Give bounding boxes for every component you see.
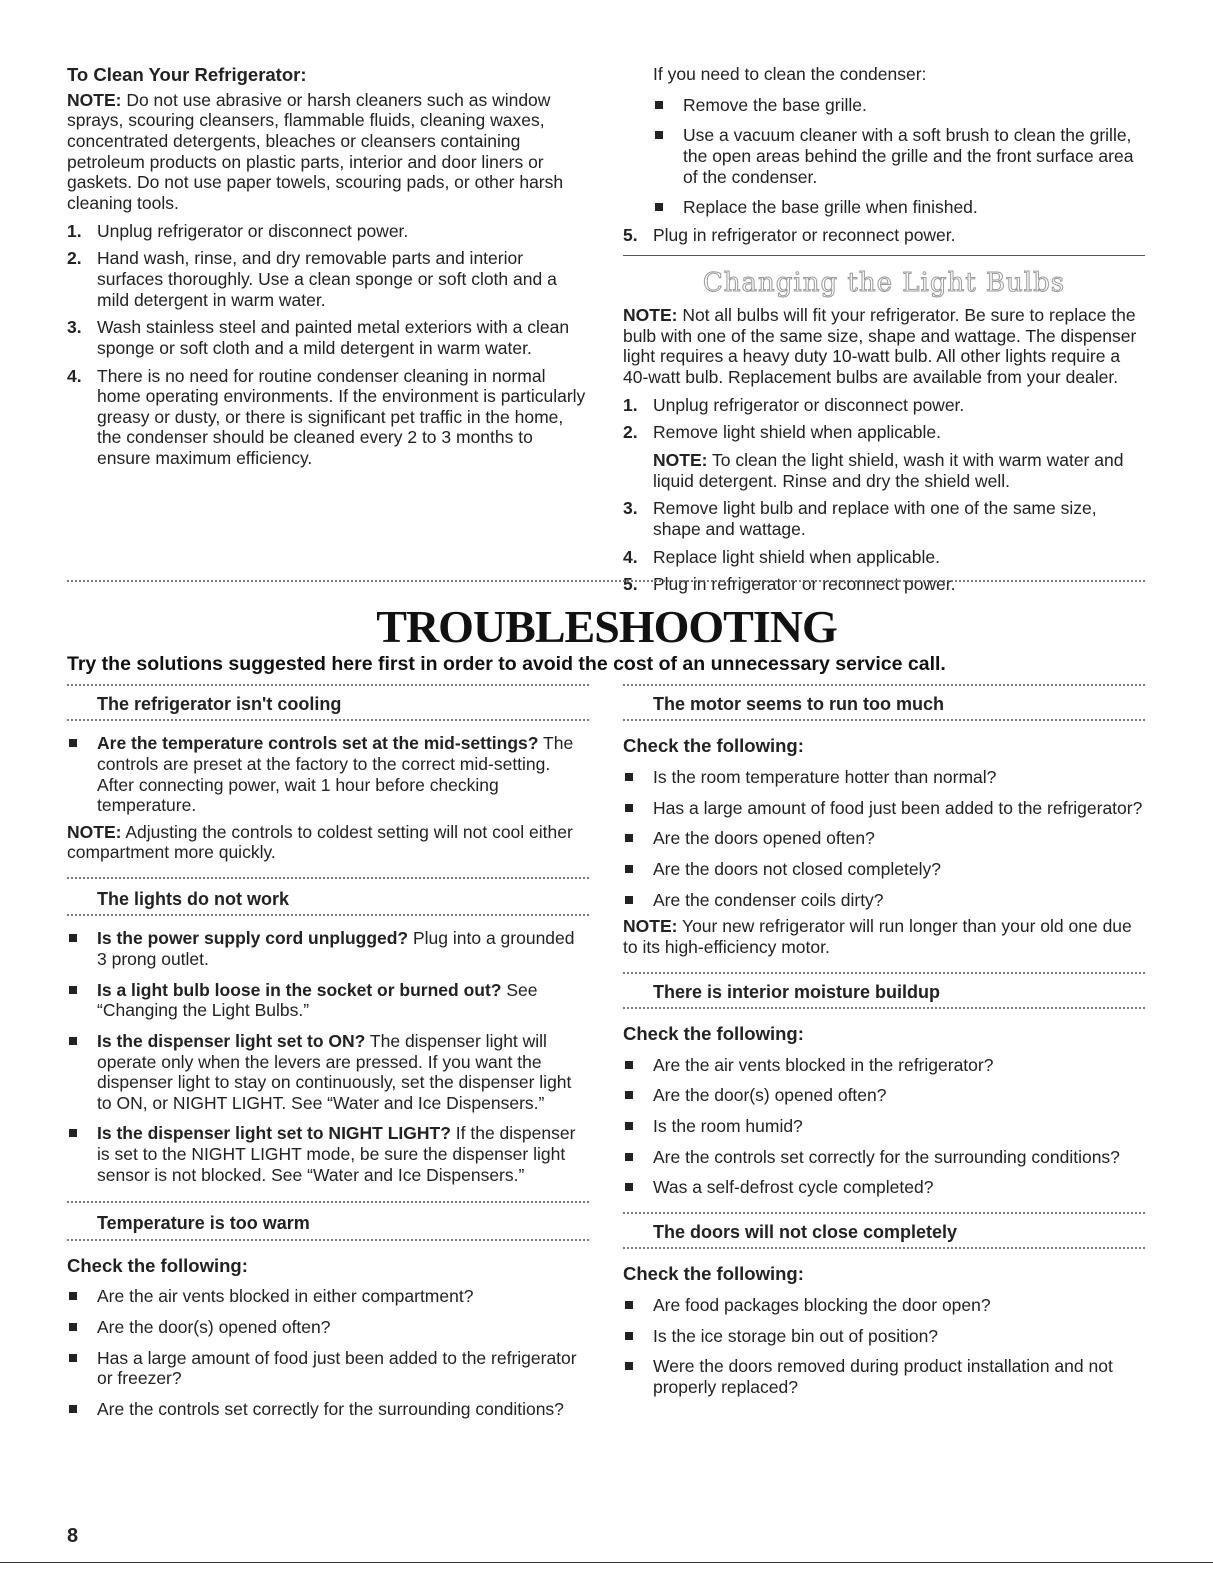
list-item xyxy=(623,828,1145,849)
list-item-text: Has a large amount of food just been added to the refrigerator or freezer? xyxy=(97,1347,577,1389)
dotted-rule xyxy=(623,1247,1145,1249)
step-number: 2. xyxy=(623,422,638,443)
step-item xyxy=(623,547,1145,568)
bullet-icon xyxy=(67,1123,97,1185)
list-item xyxy=(67,980,589,1021)
list-item xyxy=(623,1055,1145,1076)
step-number: 1. xyxy=(623,394,638,415)
step-number: 1. xyxy=(67,220,82,241)
trouble-right xyxy=(623,684,1145,1397)
bullet-icon xyxy=(623,828,653,849)
note-label: NOTE: xyxy=(623,305,678,326)
clean-note xyxy=(67,90,589,214)
dotted-rule xyxy=(623,684,1145,686)
step-item xyxy=(623,395,1145,416)
list-item xyxy=(623,1085,1145,1106)
list-item-text: Are the condenser coils dirty? xyxy=(653,889,884,910)
cooling-note: NOTE: Adjusting the controls to coldest setting will not cool either compartment more quickly. xyxy=(67,821,573,863)
step-text: Hand wash, rinse, and dry removable parts and interior surfaces thoroughly. Use a clean sponge or soft cloth and a mild detergent in warm water. xyxy=(97,248,557,310)
bullet-icon xyxy=(67,1317,97,1338)
list-item xyxy=(623,1295,1145,1316)
list-item xyxy=(623,1177,1145,1198)
step-text: Plug in refrigerator or reconnect power. xyxy=(653,224,956,245)
check-label: Check the following: xyxy=(67,1254,248,1276)
list-item-text: Has a large amount of food just been added to the refrigerator? xyxy=(653,797,1143,818)
step-number: 2. xyxy=(67,248,82,269)
page-title: TROUBLESHOOTING xyxy=(376,601,837,652)
step-item xyxy=(67,221,589,242)
list-item xyxy=(67,1286,589,1307)
page-number: 8 xyxy=(67,1525,79,1547)
dotted-rule xyxy=(67,1201,589,1203)
bullet-icon xyxy=(67,928,97,969)
list-item-text: Are the air vents blocked in the refrigerator? xyxy=(653,1054,994,1075)
bullet-icon xyxy=(67,1399,97,1420)
page-subtitle: Try the solutions suggested here first in order to avoid the cost of an unnecessary service call. xyxy=(67,653,946,675)
bullet-icon xyxy=(67,1031,97,1114)
list-item xyxy=(623,859,1145,880)
lights-heading: The lights do not work xyxy=(97,889,289,910)
bulbs-heading: Changing the Light Bulbs xyxy=(702,268,1066,299)
dotted-rule xyxy=(623,1007,1145,1009)
dotted-rule xyxy=(623,1212,1145,1214)
list-item xyxy=(67,1031,589,1114)
bullet-icon xyxy=(67,733,97,816)
list-item xyxy=(653,95,1145,116)
bullet-icon xyxy=(67,980,97,1021)
list-item-text: Is the power supply cord unplugged? Plug into a grounded 3 prong outlet. xyxy=(97,928,575,969)
list-item-text: Are the door(s) opened often? xyxy=(97,1317,331,1338)
list-item-text: Are the temperature controls set at the mid-settings? The controls are preset at the factory to the correct mid-setting. After connecting power, wait 1 hour before checking temperature. xyxy=(97,733,574,816)
list-item-text: Is the room temperature hotter than normal? xyxy=(653,767,997,788)
bullet-icon xyxy=(623,767,653,788)
dotted-rule xyxy=(623,719,1145,721)
step-item xyxy=(623,574,1145,595)
list-item xyxy=(67,1317,589,1338)
list-item xyxy=(623,798,1145,819)
bulbs-note xyxy=(623,305,1145,388)
list-item-text: Are the controls set correctly for the surrounding conditions? xyxy=(97,1398,564,1419)
note-text: Do not use abrasive or harsh cleaners such as window sprays, scouring cleansers, flammable fluids, cleaning waxes, concentrated detergents, bleaches or cleansers containing petroleum products on plastic parts, interior and door liners or gaskets. Do not use paper towels, scouring pads, or other harsh cleaning tools. xyxy=(67,89,564,214)
list-item xyxy=(623,1356,1145,1397)
doors-heading: The doors will not close completely xyxy=(653,1221,958,1242)
check-label: Check the following: xyxy=(623,735,804,757)
step-item xyxy=(623,225,1145,246)
bullet-icon xyxy=(623,1356,653,1397)
inner-note xyxy=(623,450,1145,491)
list-item-text: Is a light bulb loose in the socket or burned out? See “Changing the Light Bulbs.” xyxy=(97,979,538,1021)
bullet-icon xyxy=(623,798,653,819)
bullet-icon xyxy=(623,1295,653,1316)
note-text: To clean the light shield, wash it with warm water and liquid detergent. Rinse and dry the shield well. xyxy=(653,450,1124,491)
bullet-icon xyxy=(623,1116,653,1137)
list-item-text: Are the door(s) opened often? xyxy=(653,1085,887,1106)
dotted-rule xyxy=(67,914,589,916)
step-number: 5. xyxy=(623,574,638,595)
bullet-icon xyxy=(653,125,683,187)
list-item xyxy=(67,733,589,816)
moisture-heading: There is interior moisture buildup xyxy=(653,981,941,1002)
section-divider xyxy=(67,580,1145,582)
list-item xyxy=(623,1116,1145,1137)
clean-heading: To Clean Your Refrigerator: xyxy=(67,64,307,85)
list-item-text: Is the room humid? xyxy=(653,1115,803,1136)
clean-section xyxy=(67,64,589,469)
check-label: Check the following: xyxy=(623,1022,804,1044)
step-number: 4. xyxy=(623,546,638,567)
list-item-text: Is the ice storage bin out of position? xyxy=(653,1325,939,1346)
list-item-text: Are the air vents blocked in either compartment? xyxy=(97,1286,474,1307)
bullet-icon xyxy=(623,1326,653,1347)
bullet-icon xyxy=(67,1348,97,1389)
condenser-intro: If you need to clean the condenser: xyxy=(653,64,927,84)
list-item-text: Use a vacuum cleaner with a soft brush to clean the grille, the open areas behind the grille and the front surface area of the condenser. xyxy=(683,125,1134,187)
cooling-heading: The refrigerator isn't cooling xyxy=(97,694,342,714)
list-item xyxy=(67,928,589,969)
bullet-icon xyxy=(623,890,653,911)
list-item xyxy=(653,125,1145,187)
bullet-icon xyxy=(623,1147,653,1168)
list-item xyxy=(67,1399,589,1420)
list-item-text: Is the dispenser light set to ON? The dispenser light will operate only when the levers are pressed. If you want the dispenser light to stay on continuously, set the dispenser light to ON, or NIGHT LIGHT. See “Water and Ice Dispensers.” xyxy=(97,1030,572,1113)
step-item xyxy=(623,498,1145,539)
list-item xyxy=(623,1326,1145,1347)
list-item-text: Replace the base grille when finished. xyxy=(683,197,978,218)
list-item xyxy=(653,197,1145,218)
motor-note: NOTE: Your new refrigerator will run longer than your old one due to its high-efficiency motor. xyxy=(623,916,1132,957)
list-item-text: Is the dispenser light set to NIGHT LIGHT? If the dispenser is set to the NIGHT LIGHT mode, be sure the dispenser light sensor is not blocked. See “Water and Ice Dispensers.” xyxy=(97,1123,576,1185)
note-label: NOTE: xyxy=(653,450,708,470)
step-text: Replace light shield when applicable. xyxy=(653,546,940,567)
dotted-rule xyxy=(67,877,589,879)
dotted-rule xyxy=(67,719,589,721)
dotted-rule xyxy=(623,972,1145,974)
list-item-text: Are food packages blocking the door open? xyxy=(653,1294,991,1315)
list-item-text: Was a self-defrost cycle completed? xyxy=(653,1177,934,1198)
step-text: Remove light bulb and replace with one of the same size, shape and wattage. xyxy=(653,498,1097,539)
step-text: There is no need for routine condenser cleaning in normal home operating environments. If the environment is particularly greasy or dusty, or there is significant pet traffic in the home, the condenser should be cleaned every 2 to 3 months to ensure maximum efficiency. xyxy=(97,365,586,469)
step-number: 4. xyxy=(67,365,82,386)
step-text: Wash stainless steel and painted metal exteriors with a clean sponge or soft cloth and a mild detergent in warm water. xyxy=(97,317,570,358)
divider xyxy=(623,255,1145,256)
bullet-icon xyxy=(623,1055,653,1076)
step-text: Unplug refrigerator or disconnect power. xyxy=(97,220,409,241)
motor-heading: The motor seems to run too much xyxy=(653,694,945,714)
list-item-text: Are the controls set correctly for the surrounding conditions? xyxy=(653,1146,1120,1167)
list-item xyxy=(67,1123,589,1185)
trouble-left xyxy=(67,684,589,1420)
note-text: Not all bulbs will fit your refrigerator. Be sure to replace the bulb with one of the same size, shape and wattage. The dispenser light requires a heavy duty 10-watt bulb. All other lights require a 40-watt bulb. Replacement bulbs are available from your dealer. xyxy=(623,305,1137,388)
step-number: 5. xyxy=(623,224,638,245)
step-item xyxy=(67,248,589,310)
note-label: NOTE: xyxy=(67,89,122,110)
step-number: 3. xyxy=(67,317,82,338)
list-item-text: Remove the base grille. xyxy=(683,94,867,115)
check-label: Check the following: xyxy=(623,1263,804,1285)
bottom-rule xyxy=(0,1562,1213,1563)
bullet-icon xyxy=(623,859,653,880)
bullet-icon xyxy=(653,95,683,116)
list-item-text: Are the doors not closed completely? xyxy=(653,858,941,879)
dotted-rule xyxy=(67,1239,589,1241)
step-text: Remove light shield when applicable. xyxy=(653,422,941,443)
bullet-icon xyxy=(67,1286,97,1307)
list-item-text: Were the doors removed during product installation and not properly replaced? xyxy=(653,1356,1113,1397)
bullet-icon xyxy=(623,1085,653,1106)
bullet-icon xyxy=(653,197,683,218)
list-item xyxy=(67,1348,589,1389)
step-item xyxy=(67,317,589,358)
warm-heading: Temperature is too warm xyxy=(97,1213,310,1234)
step-item xyxy=(67,366,589,469)
step-item xyxy=(623,422,1145,443)
step-number: 3. xyxy=(623,498,638,519)
list-item-text: Are the doors opened often? xyxy=(653,828,875,849)
list-item xyxy=(623,767,1145,788)
dotted-rule xyxy=(67,684,589,686)
list-item xyxy=(623,890,1145,911)
step-text: Unplug refrigerator or disconnect power. xyxy=(653,394,965,415)
bullet-icon xyxy=(623,1177,653,1198)
list-item xyxy=(623,1147,1145,1168)
condenser-section xyxy=(623,64,1145,595)
step-text: Plug in refrigerator or reconnect power. xyxy=(653,574,956,595)
